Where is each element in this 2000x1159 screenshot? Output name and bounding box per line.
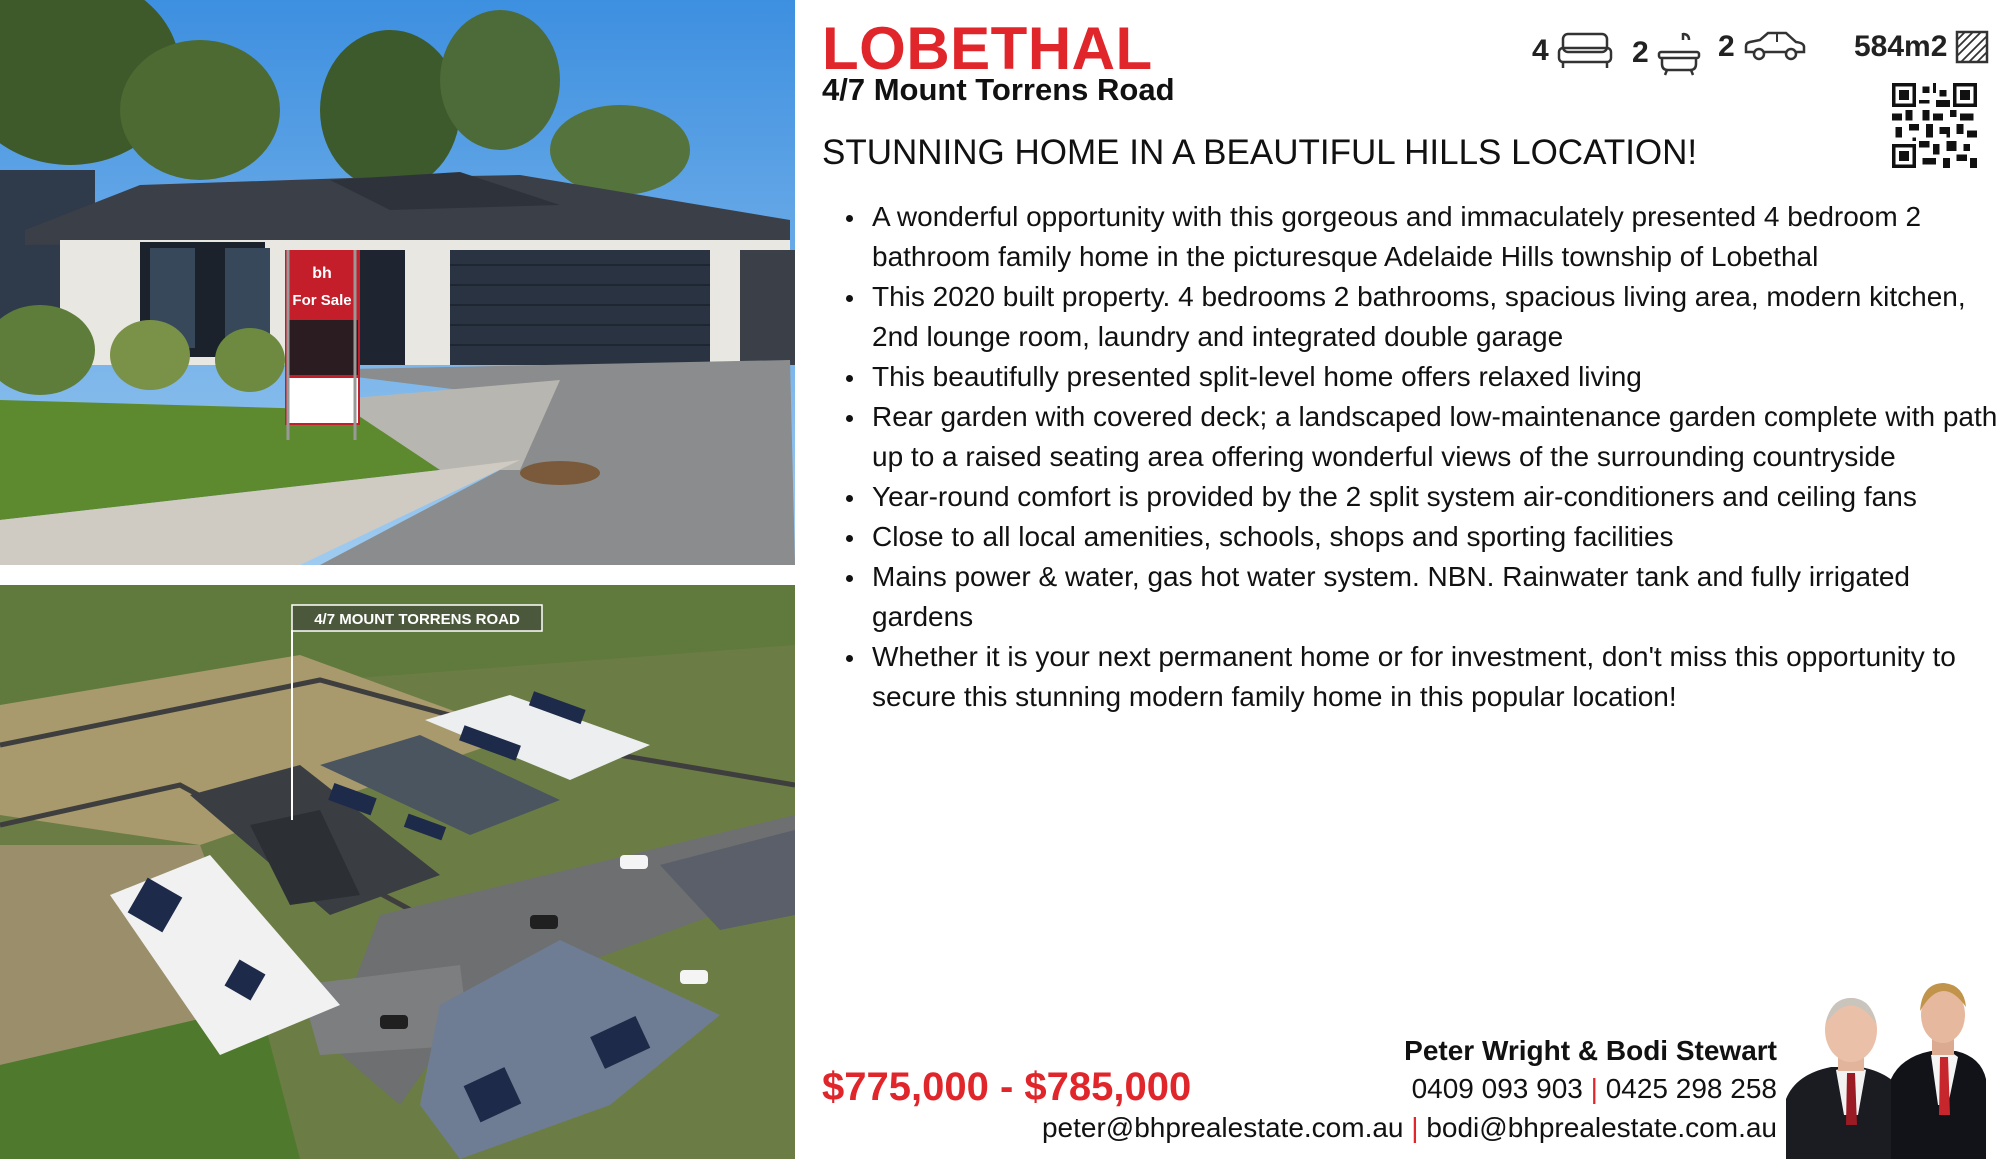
suburb-title: LOBETHAL	[822, 15, 1153, 82]
qr-code[interactable]	[1892, 83, 1977, 168]
bath-icon	[1657, 30, 1701, 76]
bullet-item: Year-round comfort is provided by the 2 split system air-conditioners and ceiling fans	[872, 477, 2000, 517]
bathrooms-feature	[1632, 30, 1701, 76]
bullet-item: Mains power & water, gas hot water system. NBN. Rainwater tank and fully irrigated gardens	[872, 557, 2000, 637]
feature-bullets	[842, 197, 2000, 717]
bathrooms-count: 2	[1632, 36, 1649, 69]
listing-headline: STUNNING HOME IN A BEAUTIFUL HILLS LOCATION!	[822, 133, 1698, 172]
bullet-item: A wonderful opportunity with this gorgeous and immaculately presented 4 bedroom 2 bathroom family home in the picturesque Adelaide Hills township of Lobethal	[872, 197, 2000, 277]
car-spaces-feature	[1718, 30, 1807, 64]
property-address: 4/7 Mount Torrens Road	[822, 72, 1175, 107]
agent-phones	[1412, 1073, 1777, 1105]
sign-for-sale-text: For Sale	[292, 292, 352, 309]
land-icon	[1955, 30, 1989, 64]
bullet-item: Close to all local amenities, schools, shops and sporting facilities	[872, 517, 2000, 557]
agent-phone-2[interactable]: 0425 298 258	[1605, 1073, 1777, 1104]
agent-portraits	[1786, 975, 1986, 1159]
car-icon	[1743, 30, 1807, 64]
agent-email-1[interactable]: peter@bhprealestate.com.au	[1041, 1112, 1404, 1143]
agent-emails	[1042, 1112, 1777, 1144]
agent-portrait-1	[1786, 998, 1906, 1159]
sign-brand-text: bh	[312, 265, 332, 282]
car-spaces-count: 2	[1718, 30, 1735, 63]
agent-phone-1[interactable]: 0409 093 903	[1411, 1073, 1583, 1104]
house-front-photo	[0, 0, 795, 565]
aerial-photo	[0, 585, 795, 1159]
agent-email-2[interactable]: bodi@bhprealestate.com.au	[1426, 1112, 1777, 1143]
bed-icon	[1557, 30, 1613, 72]
land-size-value: 584m2	[1854, 30, 1948, 63]
bullet-item: Whether it is your next permanent home or for investment, don't miss this opportunity to secure this stunning modern family home in this popular location!	[872, 637, 2000, 717]
phone-separator: |	[1590, 1073, 1598, 1104]
email-separator: |	[1411, 1112, 1419, 1143]
bullet-item: This 2020 built property. 4 bedrooms 2 bathrooms, spacious living area, modern kitchen, 2nd lounge room, laundry and integrated double garage	[872, 277, 2000, 357]
land-size-feature	[1854, 30, 1989, 64]
bedrooms-feature	[1532, 30, 1613, 72]
bullet-item: Rear garden with covered deck; a landscaped low-maintenance garden complete with path up to a raised seating area offering wonderful views of the surrounding countryside	[872, 397, 2000, 477]
aerial-property-label: 4/7 MOUNT TORRENS ROAD	[314, 611, 520, 628]
bedrooms-count: 4	[1532, 34, 1549, 67]
agent-portrait-2	[1891, 983, 1986, 1159]
bullet-item: This beautifully presented split-level home offers relaxed living	[872, 357, 2000, 397]
price-range: $775,000 - $785,000	[822, 1065, 1192, 1109]
agent-names: Peter Wright & Bodi Stewart	[1404, 1035, 1777, 1066]
